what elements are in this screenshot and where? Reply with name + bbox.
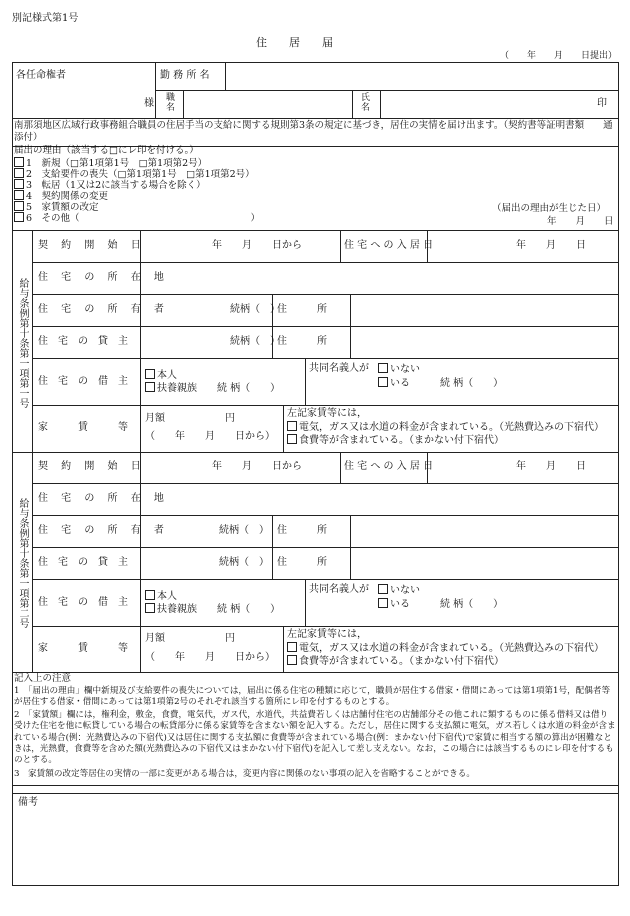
notes-heading: 記入上の注意 [14, 673, 72, 684]
contract-start-date: 年 月 日から [212, 461, 302, 472]
contract-start-label: 契 約 開 始 日 [38, 240, 146, 251]
checkbox[interactable] [378, 363, 388, 373]
checkbox[interactable] [14, 190, 24, 200]
appointer-label: 各任命権者 [16, 70, 66, 81]
move-in-label: 住 宅 へ の 入 居 日 [344, 240, 434, 251]
co-tenant-label: 共同名義人が [309, 584, 369, 595]
reason-item[interactable]: 1 新規（□第1項第1号 □第1項第2号） [14, 157, 207, 170]
borrower-dependent[interactable]: 扶養親族 続 柄（ ） [145, 603, 280, 616]
position-label: 職 名 [166, 93, 176, 113]
move-in-date: 年 月 日 [516, 461, 586, 472]
checkbox[interactable] [287, 655, 297, 665]
occurred-label: （届出の理由が生じた日） [492, 203, 607, 214]
note-item: 2 「家賃額」欄には，権利金，敷金，食費，電気代，ガス代，水道代，共益費若しくは店舗付住宅の店舗部分その他これに類するものに係る借料又は借り受けた住宅を他に転貸している場合の転貸部分に係る家賃等を含まない額を記入する。ただし，居住に関する支払額に電気，ガス若しくは水道の料金が含まれている場合(例：光熱費込みの下宿代)又は居住に関する支払額に食費等が含まれている場合(例：まかない付下宿代)で家賃に相当する額の算出が困難なときは，光熱費，食費等を含めた額(光熱費込みの下宿代又はまかない付下宿代)を記入して差し支えない。なお，この場合には該当するものにレ印を付するものとする。 [14, 710, 616, 766]
co-tenant-none[interactable]: いない [378, 363, 420, 376]
submission-date: （ 年 月 日提出） [500, 51, 618, 61]
utilities-check[interactable]: 電気，ガス又は水道の料金が含まれている。（光熱費込みの下宿代） [287, 642, 604, 655]
rent-note: 左記家賃等には， [287, 629, 367, 640]
location-label: 住 宅 の 所 在 地 [38, 493, 169, 504]
checkbox[interactable] [378, 598, 388, 608]
co-tenant-label: 共同名義人が [309, 363, 369, 374]
lender-relation: 続柄（ ） [230, 336, 280, 347]
lender-address-label: 住 所 [277, 336, 327, 347]
utilities-check[interactable]: 電気，ガス又は水道の料金が含まれている。（光熱費込みの下宿代） [287, 421, 604, 434]
form-number: 別記様式第1号 [12, 13, 79, 24]
co-tenant-exists[interactable]: いる 続 柄（ ） [378, 377, 503, 390]
declaration-text: 南那須地区広域行政事務組合職員の住居手当の支給に関する規則第3条の規定に基づき，居住の実情を届け出ます。（契約書等証明書類 通添付） [14, 120, 613, 143]
form-title: 住 居 届 [256, 36, 333, 49]
note-item: 1 「届出の理由」欄中新規及び支給要件の喪失については，届出に係る住宅の種類に応じて，職員が居住する借家・借間にあっては第1項第1号，配偶者等が居住する借家・借間にあっては第1項第2号のそれぞれ該当する箇所にレ印を付するものとする。 [14, 686, 611, 708]
rent-from: （ 年 月 日から） [145, 652, 275, 663]
move-in-label: 住 宅 へ の 入 居 日 [344, 461, 434, 472]
name-label: 氏 名 [361, 93, 371, 113]
note-item: 3 家賃額の改定等居住の実情の一部に変更がある場合は，変更内容に関係のない事項の記入を省略することができる。 [14, 769, 475, 779]
co-tenant-exists[interactable]: いる 続 柄（ ） [378, 598, 503, 611]
checkbox[interactable] [145, 590, 155, 600]
lender-address-label: 住 所 [277, 557, 327, 568]
checkbox[interactable] [14, 157, 24, 167]
section1-side-label: 給与条例第十条第一項第一号 [17, 278, 28, 408]
occurred-date: 年 月 日 [547, 216, 614, 227]
move-in-date: 年 月 日 [516, 240, 586, 251]
borrower-dependent[interactable]: 扶養親族 続 柄（ ） [145, 382, 280, 395]
borrower-self[interactable]: 本人 [145, 590, 177, 603]
checkbox[interactable] [378, 377, 388, 387]
rent-monthly: 月額 円 [145, 413, 235, 424]
checkbox[interactable] [145, 369, 155, 379]
checkbox[interactable] [145, 382, 155, 392]
checkbox[interactable] [145, 603, 155, 613]
seal-mark: 印 [597, 98, 607, 109]
borrower-self[interactable]: 本人 [145, 369, 177, 382]
rent-note: 左記家賃等には， [287, 408, 367, 419]
checkbox[interactable] [378, 584, 388, 594]
rent-monthly: 月額 円 [145, 633, 235, 644]
lender-label: 住 宅 の 貸 主 [38, 336, 128, 347]
owner-relation: 続柄（ ） [230, 304, 280, 315]
rent-from: （ 年 月 日から） [145, 431, 275, 442]
reason-item[interactable]: 6 その他（ ） [14, 212, 260, 225]
location-label: 住 宅 の 所 在 地 [38, 272, 169, 283]
checkbox[interactable] [14, 212, 24, 222]
lender-relation: 続柄（ ） [219, 557, 269, 568]
owner-address-label: 住 所 [277, 525, 327, 536]
remarks-label: 備考 [18, 797, 38, 808]
rent-label: 家 賃 等 [38, 643, 128, 654]
meals-check[interactable]: 食費等が含まれている。（まかない付下宿代） [287, 434, 504, 447]
lender-label: 住 宅 の 貸 主 [38, 557, 128, 568]
meals-check[interactable]: 食費等が含まれている。（まかない付下宿代） [287, 655, 504, 668]
contract-start-date: 年 月 日から [212, 240, 302, 251]
borrower-label: 住 宅 の 借 主 [38, 376, 128, 387]
checkbox[interactable] [14, 168, 24, 178]
owner-address-label: 住 所 [277, 304, 327, 315]
checkbox[interactable] [14, 179, 24, 189]
owner-relation: 続柄（ ） [219, 525, 269, 536]
checkbox[interactable] [287, 642, 297, 652]
owner-label: 住 宅 の 所 有 者 [38, 525, 169, 536]
checkbox[interactable] [287, 421, 297, 431]
reason-item[interactable]: 4 契約関係の変更 [14, 190, 108, 203]
owner-label: 住 宅 の 所 有 者 [38, 304, 169, 315]
checkbox[interactable] [287, 434, 297, 444]
contract-start-label: 契 約 開 始 日 [38, 461, 146, 472]
rent-label: 家 賃 等 [38, 422, 128, 433]
borrower-label: 住 宅 の 借 主 [38, 597, 128, 608]
reason-item[interactable]: 5 家賃額の改定 [14, 201, 99, 214]
reasons-heading: 届出の理由（該当する□にレ印を付ける。） [14, 145, 199, 156]
section2-side-label: 給与条例第十条第一項第二号 [17, 498, 28, 628]
co-tenant-none[interactable]: いない [378, 584, 420, 597]
checkbox[interactable] [14, 201, 24, 211]
reason-item[interactable]: 3 転居（1又は2に該当する場合を除く） [14, 179, 206, 192]
workplace-label: 勤 務 所 名 [160, 70, 210, 81]
sama-label: 様 [144, 98, 154, 109]
reason-item[interactable]: 2 支給要件の喪失（□第1項第1号 □第1項第2号） [14, 168, 255, 181]
